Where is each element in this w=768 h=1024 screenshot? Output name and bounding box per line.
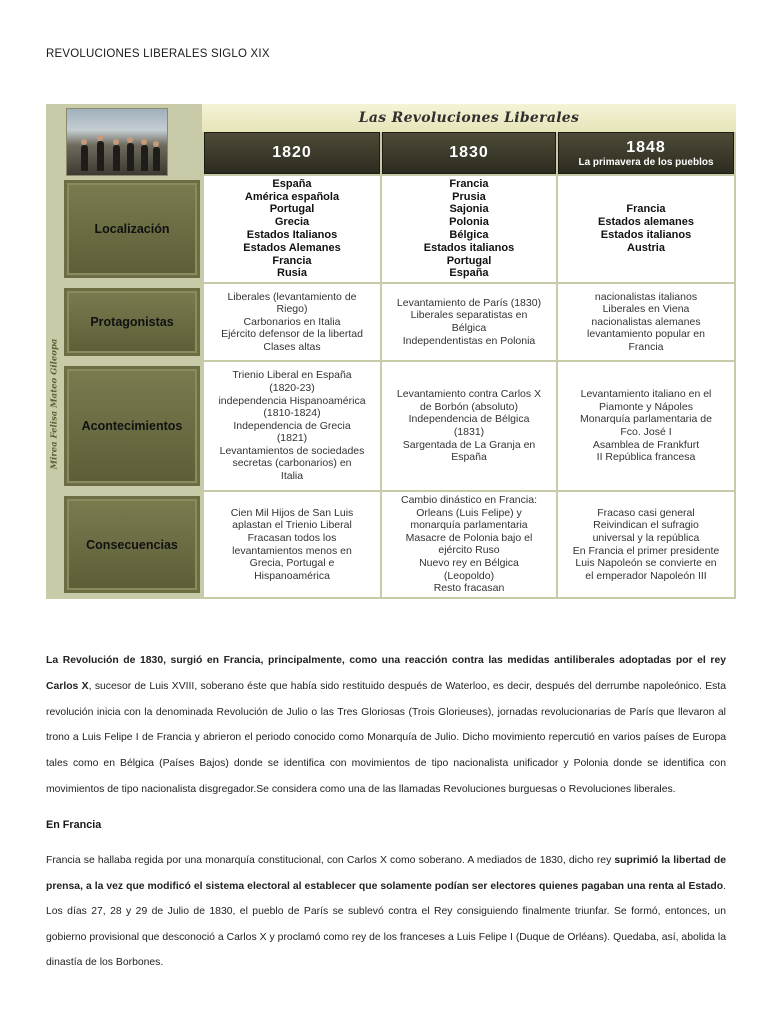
cell-line: Resto fracasan: [433, 582, 505, 595]
year-subtitle: La primavera de los pueblos: [578, 156, 714, 168]
cell-line: América española: [244, 190, 340, 203]
paragraph-part2: . Los días 27, 28 y 29 de Julio de 1830, el pueblo de París se sublevó contra el Rey consiguiendo finalmente triunfar. Se formó, entonces, un gobierno provisional que desconoció a Carlos X y proclamó como rey de los franceses a Luis Felipe I (Duque de Orléans). Quedaba, así, abolida la dinastía de los Borbones.: [46, 880, 726, 969]
cell-line: Estados alemanes: [598, 216, 694, 229]
cell-line: (1831): [453, 426, 485, 438]
cell-line: Orleans (Luis Felipe) y: [416, 506, 522, 519]
cell-line: Liberales separatistas en: [410, 309, 528, 322]
row-label-consecuencias: Consecuencias: [64, 496, 200, 593]
cell-line: Liberales (levantamiento de: [227, 290, 357, 303]
cell-line: Riego): [276, 303, 308, 316]
cell-line: Liberales en Viena: [602, 303, 690, 316]
cell-line: Francia: [626, 203, 666, 216]
cell-line: Independentistas en Polonia: [402, 334, 536, 347]
cell-line: Clases altas: [263, 340, 321, 353]
row-label-acontecimientos: Acontecimientos: [64, 366, 200, 486]
paragraph-en-francia: [46, 848, 726, 976]
cell-line: Austria: [627, 241, 665, 254]
paragraph-lead-bold: La Revolución de 1830, surgió en Francia, principalmente, como una reacción contra las medidas antiliberales adoptadas por el rey Carlos X: [46, 655, 726, 692]
cell-line: independencia Hispanoamérica: [218, 394, 366, 407]
cell-line: Estados italianos: [600, 229, 692, 241]
cell-line: Fracaso casi general: [597, 506, 695, 519]
cell-line: levantamientos menos en: [232, 544, 352, 557]
author-credit-text: Mirea Felisa Mateo Gileopa: [49, 338, 59, 470]
cell-acontecimientos-1848: [558, 362, 734, 490]
document-title: REVOLUCIONES LIBERALES SIGLO XIX: [46, 48, 270, 60]
cell-protagonistas-1820: [204, 284, 380, 360]
cell-protagonistas-1848: [558, 284, 734, 360]
cell-line: Levantamiento de París (1830): [396, 296, 542, 309]
table-banner-title: Las Revoluciones Liberales: [202, 104, 736, 132]
cell-line: Grecia: [274, 216, 310, 229]
cell-line: Nuevo rey en Bélgica: [419, 556, 519, 569]
cell-line: Polonia: [449, 216, 489, 229]
year-label: 1820: [272, 144, 312, 161]
cell-line: En Francia el primer presidente: [572, 544, 720, 557]
cell-protagonistas-1830: [382, 284, 556, 360]
cell-line: levantamiento popular en: [587, 328, 705, 341]
year-label: 1848: [626, 138, 666, 156]
cell-consecuencias-1820: [204, 492, 380, 597]
cell-consecuencias-1830: [382, 492, 556, 597]
cell-line: Hispanoamérica: [254, 569, 330, 582]
cell-line: Reivindican el sufragio: [593, 519, 699, 532]
cell-line: Portugal: [269, 203, 315, 216]
cell-line: Levantamiento contra Carlos X: [396, 388, 542, 401]
cell-line: Italia: [280, 470, 304, 483]
cell-line: Francia: [272, 254, 312, 267]
section-heading-en-francia: En Francia: [46, 819, 102, 831]
cell-line: (1810-1824): [263, 407, 321, 420]
cell-line: ejército Ruso: [438, 544, 500, 557]
cell-line: Cien Mil Hijos de San Luis: [230, 506, 354, 519]
cell-line: Luis Napoleón se convierte en: [575, 557, 717, 570]
cell-line: de Borbón (absoluto): [419, 400, 519, 413]
cell-localizacion-1820: [204, 176, 380, 282]
cell-line: Levantamientos de sociedades: [219, 444, 365, 457]
cell-line: Independencia de Bélgica: [408, 413, 530, 426]
cell-line: el emperador Napoleón III: [585, 569, 707, 582]
cell-line: Sargentada de La Granja en: [402, 438, 536, 451]
cell-line: Fco. José I: [620, 426, 672, 438]
cell-line: (1820-23): [269, 381, 315, 394]
cell-line: Estados italianos: [423, 241, 515, 254]
cell-line: Cambio dinástico en Francia:: [401, 494, 537, 506]
row-label-protagonistas: Protagonistas: [64, 288, 200, 356]
cell-line: Francia: [628, 340, 664, 353]
year-header-1848: [558, 132, 734, 174]
paragraph-part1: Francia se hallaba regida por una monarquía constitucional, con Carlos X como soberano. A mediados de 1830, dicho rey: [46, 855, 615, 866]
cell-line: nacionalistas alemanes: [591, 315, 701, 328]
cell-acontecimientos-1830: [382, 362, 556, 490]
cell-line: Bélgica: [449, 229, 489, 241]
cell-line: Independencia de Grecia: [233, 419, 351, 432]
cell-line: Rusia: [277, 267, 307, 280]
cell-line: España: [449, 267, 489, 280]
cell-line: Carbonarios en Italia: [243, 315, 341, 328]
cell-line: Fracasan todos los: [247, 531, 337, 544]
cell-line: Estados Alemanes: [243, 241, 341, 254]
cell-line: Trienio Liberal en España: [232, 369, 352, 382]
cell-line: (1821): [276, 432, 308, 445]
cell-line: Francia: [449, 177, 489, 190]
year-header-1830: [382, 132, 556, 174]
cell-line: Bélgica: [451, 322, 487, 334]
paragraph-rest: , sucesor de Luis XVIII, soberano éste que había sido restituido después de Waterloo, es decir, después del derrumbe napoleónico. Esta revolución inicia con la denominada Revolución de Julio o las Tres Gloriosas (Trois Glorieuses), jornadas revolucionarias de París que llevaron al trono a Luis Felipe I de Francia y abrieron el periodo conocido como Monarquía de Julio. Dicho movimiento repercutió en varios países de Europa tales como en Bélgica (Países Bajos) donde se identifica con movimientos de tipo nacionalista unificador y Polonia donde se identifica con movimientos de tipo nacionalista disgregador.Se considera como una de las llamadas Revoluciones burguesas o Revoluciones liberales.: [46, 680, 727, 795]
paragraph-bold: suprimió la libertad de prensa, a la vez que modificó el sistema electoral al establecer que solamente podían ser electores quienes pagaban una renta al Estado: [46, 855, 726, 892]
cell-line: Levantamiento italiano en el: [580, 388, 712, 401]
cell-line: Sajonia: [449, 203, 489, 216]
cell-line: España: [451, 451, 487, 464]
cell-line: universal y la república: [592, 531, 700, 544]
row-label-localizacion: Localización: [64, 180, 200, 278]
cell-localizacion-1848: [558, 176, 734, 282]
author-credit: [46, 224, 62, 584]
cell-line: Asamblea de Frankfurt: [592, 438, 700, 451]
year-label: 1830: [449, 144, 489, 161]
cell-line: Prusia: [452, 190, 486, 203]
cell-line: monarquía parlamentaria: [410, 519, 528, 532]
cell-line: aplastan el Trienio Liberal: [232, 519, 352, 532]
cell-line: Masacre de Polonia bajo el: [405, 531, 533, 544]
historical-painting-thumbnail: [66, 108, 168, 176]
cell-localizacion-1830: [382, 176, 556, 282]
cell-consecuencias-1848: [558, 492, 734, 597]
revoluciones-liberales-table: [46, 104, 736, 599]
cell-line: Monarquía parlamentaria de: [580, 413, 712, 426]
cell-line: Estados Italianos: [246, 229, 338, 241]
cell-line: Ejército defensor de la libertad: [221, 328, 363, 341]
cell-line: secretas (carbonarios) en: [232, 457, 352, 470]
year-header-1820: [204, 132, 380, 174]
paragraph-revolucion-1830: [46, 648, 726, 803]
cell-acontecimientos-1820: [204, 362, 380, 490]
cell-line: (Leopoldo): [443, 569, 495, 582]
cell-line: II República francesa: [596, 451, 696, 464]
cell-line: Grecia, Portugal e: [249, 557, 335, 570]
cell-line: nacionalistas italianos: [594, 290, 698, 303]
cell-line: España: [272, 177, 312, 190]
cell-line: Piamonte y Nápoles: [599, 400, 693, 413]
cell-line: Portugal: [446, 254, 492, 267]
